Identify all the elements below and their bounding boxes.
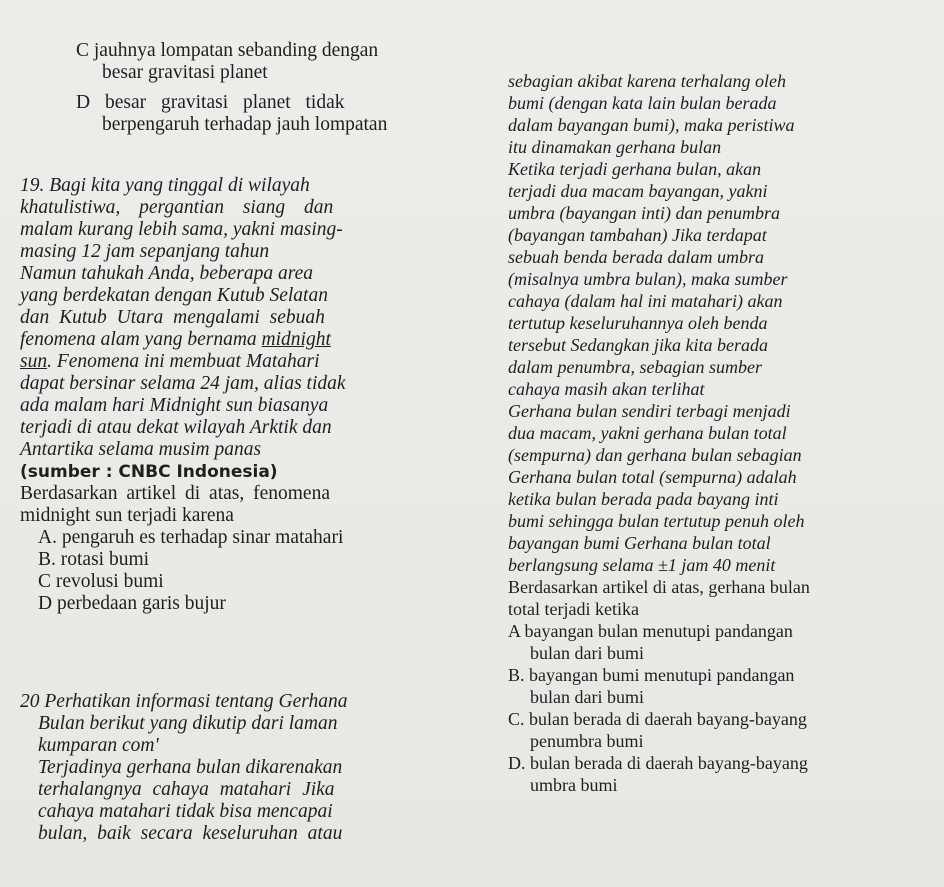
question-20 (20, 691, 440, 845)
q18-option-c-line1: C jauhnya lompatan sebanding dengan (76, 40, 379, 61)
q20-line: Bulan berikut yang dikutip dari laman (38, 713, 338, 734)
q19-line: sun. Fenomena ini membuat Matahari (20, 351, 320, 372)
q20-option-c-line2: penumbra bumi (530, 731, 644, 751)
gerhana-passage (508, 70, 880, 576)
q20-option-a-line1[interactable]: A bayangan bulan menutupi pandangan (508, 621, 793, 641)
passage-line: terjadi dua macam bayangan, yakni (508, 181, 768, 201)
q19-option-c[interactable]: C revolusi bumi (38, 571, 164, 592)
passage-line: cahaya (dalam hal ini matahari) akan (508, 291, 783, 311)
passage-line: Gerhana bulan total (sempurna) adalah (508, 467, 797, 487)
passage-line: (bayangan tambahan) Jika terdapat (508, 225, 767, 245)
q19-line: terjadi di atau dekat wilayah Arktik dan (20, 417, 332, 438)
q19-option-a[interactable]: A. pengaruh es terhadap sinar matahari (38, 527, 344, 548)
q20-line: bulan, baik secara keseluruhan atau (38, 823, 343, 844)
q19-line: khatulistiwa, pergantian siang dan (20, 197, 334, 218)
q19-line: malam kurang lebih sama, yakni masing- (20, 219, 343, 240)
passage-line: Gerhana bulan sendiri terbagi menjadi (508, 401, 791, 421)
passage-line: bayangan bumi Gerhana bulan total (508, 533, 771, 553)
q19-line: Antartika selama musim panas (20, 439, 262, 460)
q19-line: 19. Bagi kita yang tinggal di wilayah (20, 175, 310, 196)
q20-question-line1: Berdasarkan artikel di atas, gerhana bulan (508, 577, 810, 597)
q19-line: yang berdekatan dengan Kutub Selatan (20, 285, 328, 306)
q20-line: cahaya matahari tidak bisa mencapai (38, 801, 333, 822)
q20-question-line2: total terjadi ketika (508, 599, 639, 619)
passage-line: cahaya masih akan terlihat (508, 379, 705, 399)
q20-option-b-line1[interactable]: B. bayangan bumi menutupi pandangan (508, 665, 795, 685)
q18-option-d-line1: D besar gravitasi planet tidak (76, 92, 345, 113)
passage-line: Ketika terjadi gerhana bulan, akan (508, 159, 762, 179)
q20-option-a-line2: bulan dari bumi (530, 643, 644, 663)
passage-line: (sempurna) dan gerhana bulan sebagian (508, 445, 802, 465)
passage-line: ketika bulan berada pada bayang inti (508, 489, 779, 509)
passage-line: umbra (bayangan inti) dan penumbra (508, 203, 780, 223)
q19-line: Namun tahukah Anda, beberapa area (20, 263, 314, 284)
passage-line: tersebut Sedangkan jika kita berada (508, 335, 768, 355)
passage-line: dalam penumbra, sebagian sumber (508, 357, 762, 377)
passage-line: berlangsung selama ±1 jam 40 menit (508, 555, 776, 575)
passage-line: itu dinamakan gerhana bulan (508, 137, 722, 157)
q20-option-b-line2: bulan dari bumi (530, 687, 644, 707)
passage-line: (misalnya umbra bulan), maka sumber (508, 269, 788, 289)
q19-line: ada malam hari Midnight sun biasanya (20, 395, 329, 416)
q20-option-d-line2: umbra bumi (530, 775, 618, 795)
right-column (508, 70, 880, 796)
passage-line: sebuah benda berada dalam umbra (508, 247, 764, 267)
passage-line: bumi (dengan kata lain bulan berada (508, 93, 777, 113)
q20-option-d-line1[interactable]: D. bulan berada di daerah bayang-bayang (508, 753, 808, 773)
q19-question-line1: Berdasarkan artikel di atas, fenomena (20, 483, 330, 504)
q18-option-d-line2: berpengaruh terhadap jauh lompatan (102, 114, 388, 135)
q19-line: dapat bersinar selama 24 jam, alias tidak (20, 373, 346, 394)
q20-option-c-line1[interactable]: C. bulan berada di daerah bayang-bayang (508, 709, 807, 729)
q19-option-d[interactable]: D perbedaan garis bujur (38, 593, 226, 614)
passage-line: bumi sehingga bulan tertutup penuh oleh (508, 511, 805, 531)
q19-option-b[interactable]: B. rotasi bumi (38, 549, 150, 570)
passage-line: dalam bayangan bumi), maka peristiwa (508, 115, 795, 135)
q20-line: 20 Perhatikan informasi tentang Gerhana (20, 691, 348, 712)
passage-line: sebagian akibat karena terhalang oleh (508, 71, 786, 91)
q20-line: Terjadinya gerhana bulan dikarenakan (38, 757, 343, 778)
q19-line: dan Kutub Utara mengalami sebuah (20, 307, 325, 328)
passage-line: tertutup keseluruhannya oleh benda (508, 313, 768, 333)
q20-line: terhalangnya cahaya matahari Jika (38, 779, 335, 800)
question-19 (20, 175, 440, 615)
q19-line: fenomena alam yang bernama midnight (20, 329, 331, 350)
q18-option-c-line2: besar gravitasi planet (102, 62, 268, 83)
q19-source: (sumber : CNBC Indonesia) (20, 462, 278, 482)
q20-line: kumparan com' (38, 735, 159, 756)
passage-line: dua macam, yakni gerhana bulan total (508, 423, 787, 443)
q19-question-line2: midnight sun terjadi karena (20, 505, 234, 526)
q19-line: masing 12 jam sepanjang tahun (20, 241, 270, 262)
